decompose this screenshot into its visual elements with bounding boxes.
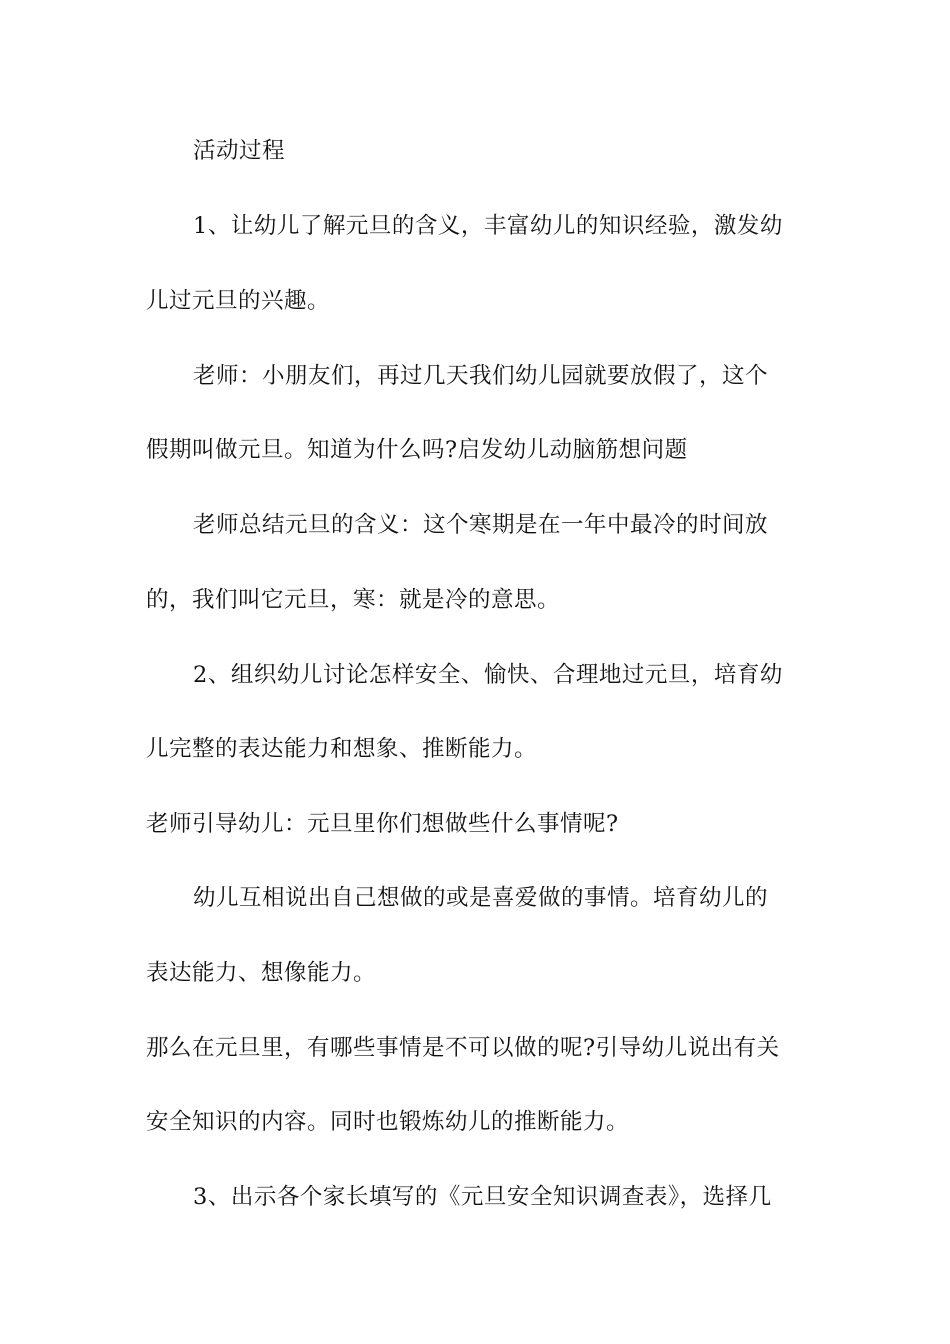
paragraph-line: 老师：小朋友们，再过几天我们幼儿园就要放假了，这个 — [193, 363, 769, 389]
paragraph-line: 2、组织幼儿讨论怎样安全、愉快、合理地过元旦，培育幼 — [193, 662, 783, 688]
paragraph-line: 安全知识的内容。同时也锻炼幼儿的推断能力。 — [146, 1109, 630, 1135]
paragraph-line: 假期叫做元旦。知道为什么吗?启发幼儿动脑筋想问题 — [146, 437, 688, 463]
paragraph-line: 儿过元旦的兴趣。 — [146, 288, 331, 314]
paragraph-line: 的，我们叫它元旦，寒：就是冷的意思。 — [146, 587, 561, 613]
paragraph-line: 表达能力、想像能力。 — [146, 960, 377, 986]
paragraph-line: 老师总结元旦的含义：这个寒期是在一年中最冷的时间放 — [193, 512, 769, 538]
paragraph-line: 幼儿互相说出自己想做的或是喜爱做的事情。培育幼儿的 — [193, 885, 769, 911]
paragraph-line: 那么在元旦里，有哪些事情是不可以做的呢?引导幼儿说出有关 — [146, 1035, 780, 1061]
paragraph-line: 老师引导幼儿：元旦里你们想做些什么事情呢? — [146, 811, 619, 837]
paragraph-line: 3、出示各个家长填写的《元旦安全知识调查表》，选择几 — [193, 1184, 772, 1210]
paragraph-line: 1、让幼儿了解元旦的含义，丰富幼儿的知识经验，激发幼 — [193, 213, 783, 239]
section-heading: 活动过程 — [193, 138, 286, 164]
paragraph-line: 儿完整的表达能力和想象、推断能力。 — [146, 736, 538, 762]
